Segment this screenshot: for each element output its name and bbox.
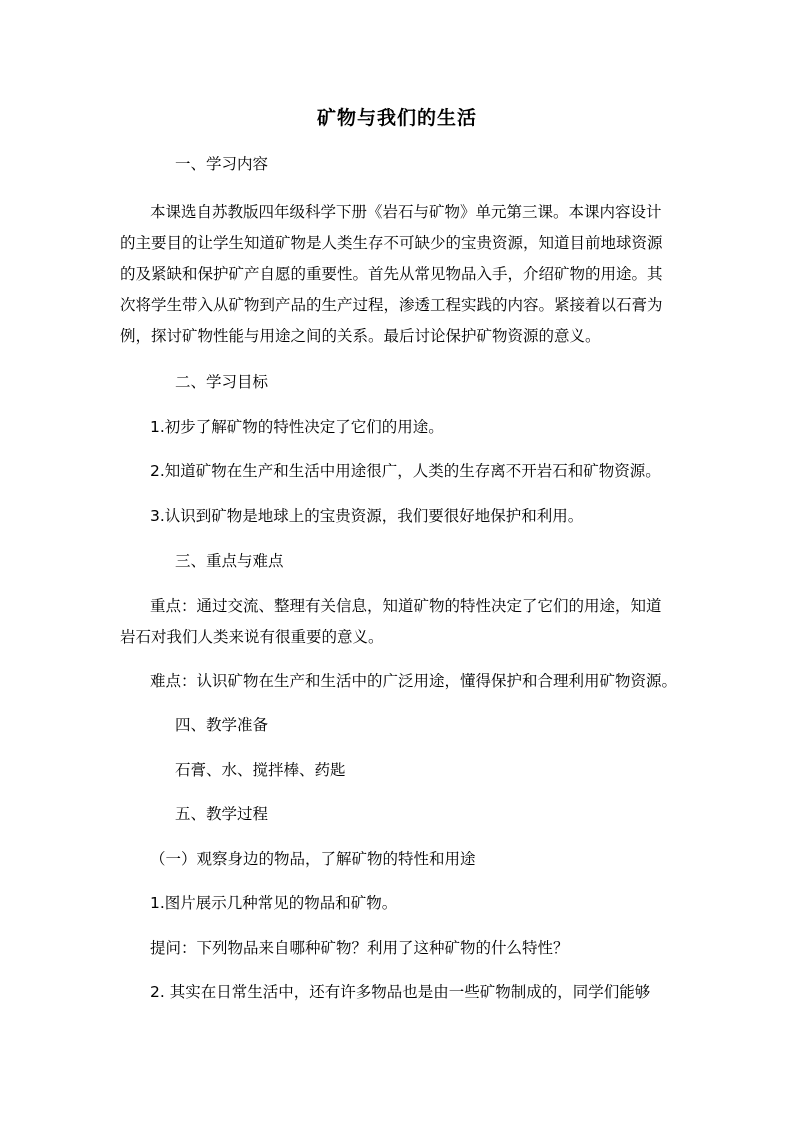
paragraph-line: 的及紧缺和保护矿产自愿的重要性。首先从常见物品入手，介绍矿物的用途。其 bbox=[120, 265, 663, 283]
goal-item: 3.认识到矿物是地球上的宝贵资源，我们要很好地保护和利用。 bbox=[150, 507, 584, 525]
section-heading-learning-goals: 二、学习目标 bbox=[175, 373, 269, 391]
section-heading-teaching-process: 五、教学过程 bbox=[175, 805, 269, 823]
document-title: 矿物与我们的生活 bbox=[316, 107, 477, 129]
paragraph-line: 本课选自苏教版四年级科学下册《岩石与矿物》单元第三课。本课内容设计 bbox=[150, 203, 662, 221]
paragraph-line: 岩石对我们人类来说有很重要的意义。 bbox=[120, 628, 384, 646]
goal-item: 2.知道矿物在生产和生活中用途很广，人类的生存离不开岩石和矿物资源。 bbox=[150, 462, 661, 480]
section-heading-key-points: 三、重点与难点 bbox=[175, 552, 284, 570]
paragraph-line: 提问：下列物品来自哪种矿物？利用了这种矿物的什么特性？ bbox=[150, 939, 569, 957]
section-heading-preparation: 四、教学准备 bbox=[175, 716, 269, 734]
subsection-heading: （一）观察身边的物品，了解矿物的特性和用途 bbox=[150, 850, 476, 868]
paragraph-line: 难点：认识矿物在生产和生活中的广泛用途，懂得保护和合理利用矿物资源。 bbox=[150, 672, 678, 690]
paragraph-line: 例，探讨矿物性能与用途之间的关系。最后讨论保护矿物资源的意义。 bbox=[120, 327, 601, 345]
section-heading-learning-content: 一、学习内容 bbox=[175, 155, 269, 173]
goal-item: 1.初步了解矿物的特性决定了它们的用途。 bbox=[150, 418, 444, 436]
paragraph-line: 2. 其实在日常生活中，还有许多物品也是由一些矿物制成的，同学们能够 bbox=[150, 983, 651, 1001]
paragraph-line: 次将学生带入从矿物到产品的生产过程，渗透工程实践的内容。紧接着以石膏为 bbox=[120, 296, 663, 314]
paragraph-line: 重点：通过交流、整理有关信息，知道矿物的特性决定了它们的用途，知道 bbox=[150, 597, 662, 615]
materials-list: 石膏、水、搅拌棒、药匙 bbox=[175, 761, 346, 779]
paragraph-line: 1.图片展示几种常见的物品和矿物。 bbox=[150, 894, 398, 912]
paragraph-line: 的主要目的让学生知道矿物是人类生存不可缺少的宝贵资源，知道目前地球资源 bbox=[120, 234, 663, 252]
